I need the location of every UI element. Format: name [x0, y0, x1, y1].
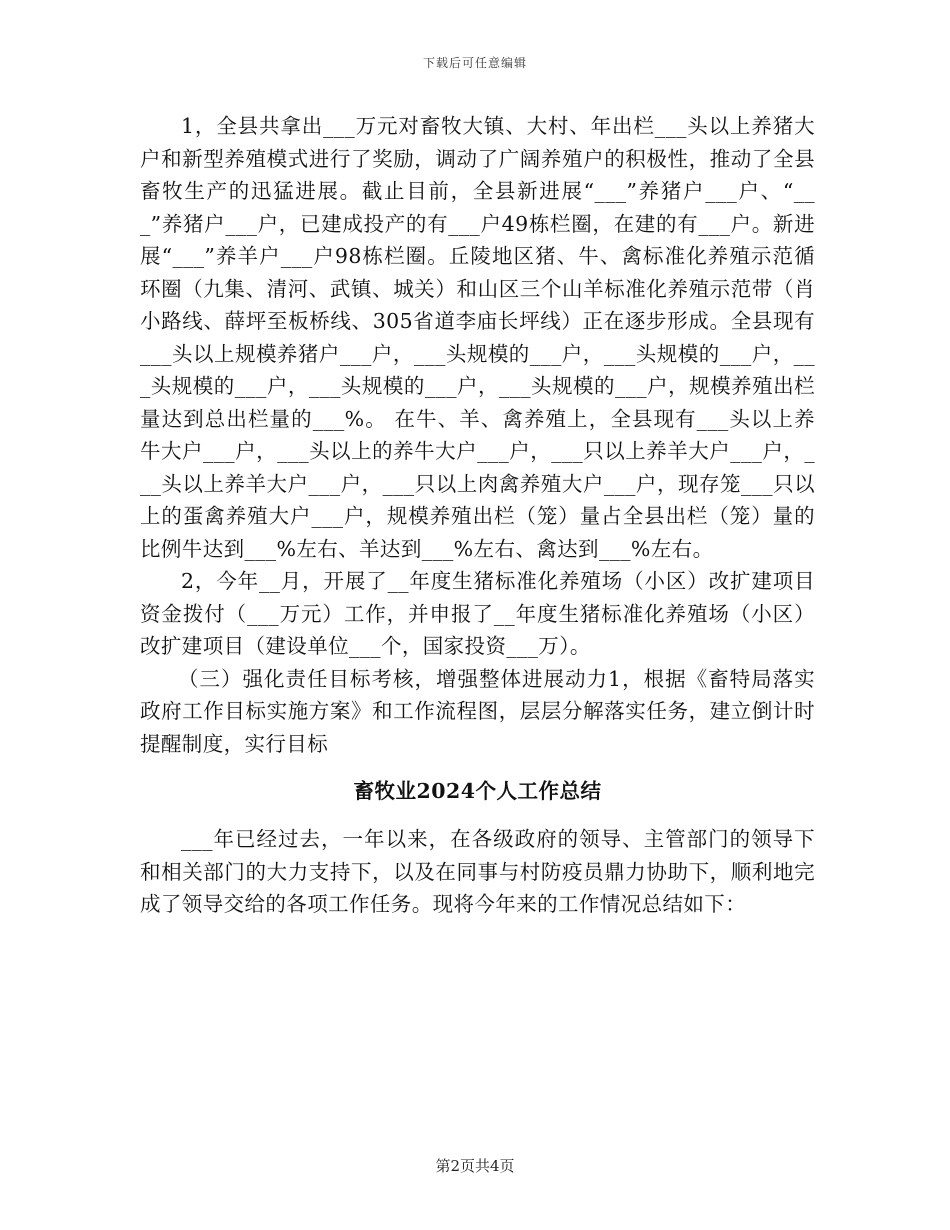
document-body: [140, 110, 815, 921]
page-footer: 第2页共4页: [435, 1157, 515, 1175]
paragraph-3: （三）强化责任目标考核，增强整体进展动力1，根据《畜特局落实政府工作目标实施方案》和工作流程图，层层分解落实任务，建立倒计时提醒制度，实行目标: [140, 666, 815, 756]
section-title: 畜牧业2024个人工作总结: [353, 779, 602, 803]
paragraph-2: 2，今年__月，开展了__年度生猪标准化养殖场（小区）改扩建项目资金拨付（___万元）工作，并申报了__年度生猪标准化养殖场（小区）改扩建项目（建设单位___个，国家投资___万）。: [140, 569, 815, 658]
paragraph-1: 1，全县共拿出___万元对畜牧大镇、大村、年出栏___头以上养猪大户和新型养殖模式进行了奖励，调动了广阔养殖户的积极性，推动了全县畜牧生产的迅猛进展。截止目前，全县新进展“___”养猪户___户、“___”养猪户___户，已建成投产的有___户49栋栏圈，在建的有___户。新进展“___”养羊户___户98栋栏圈。丘陵地区猪、牛、禽标准化养殖示范循环圈（九集、清河、武镇、城关）和山区三个山羊标准化养殖示范带（肖小路线、薛坪至板桥线、305省道李庙长坪线）正在逐步形成。全县现有___头以上规模养猪户___户，___头规模的___户，___头规模的___户，___头规模的___户，___头规模的___户，___头规模的___户，规模养殖出栏量达到总出栏量的___%。 在牛、羊、禽养殖上，全县现有___头以上养牛大户___户，___头以上的养牛大户___户，___只以上养羊大户___户，___头以上养羊大户___户，___只以上肉禽养殖大户___户，现存笼___只以上的蛋禽养殖大户___户，规模养殖出栏（笼）量占全县出栏（笼）量的比例牛达到___%左右、羊达到___%左右、禽达到___%左右。: [140, 114, 815, 561]
page-header: 下载后可任意编辑: [422, 56, 527, 70]
section-paragraph: ___年已经过去，一年以来，在各级政府的领导、主管部门的领导下和相关部门的大力支持下，以及在同事与村防疫员鼎力协助下，顺利地完成了领导交给的各项工作任务。现将今年来的工作情况总结如下：: [140, 827, 815, 916]
